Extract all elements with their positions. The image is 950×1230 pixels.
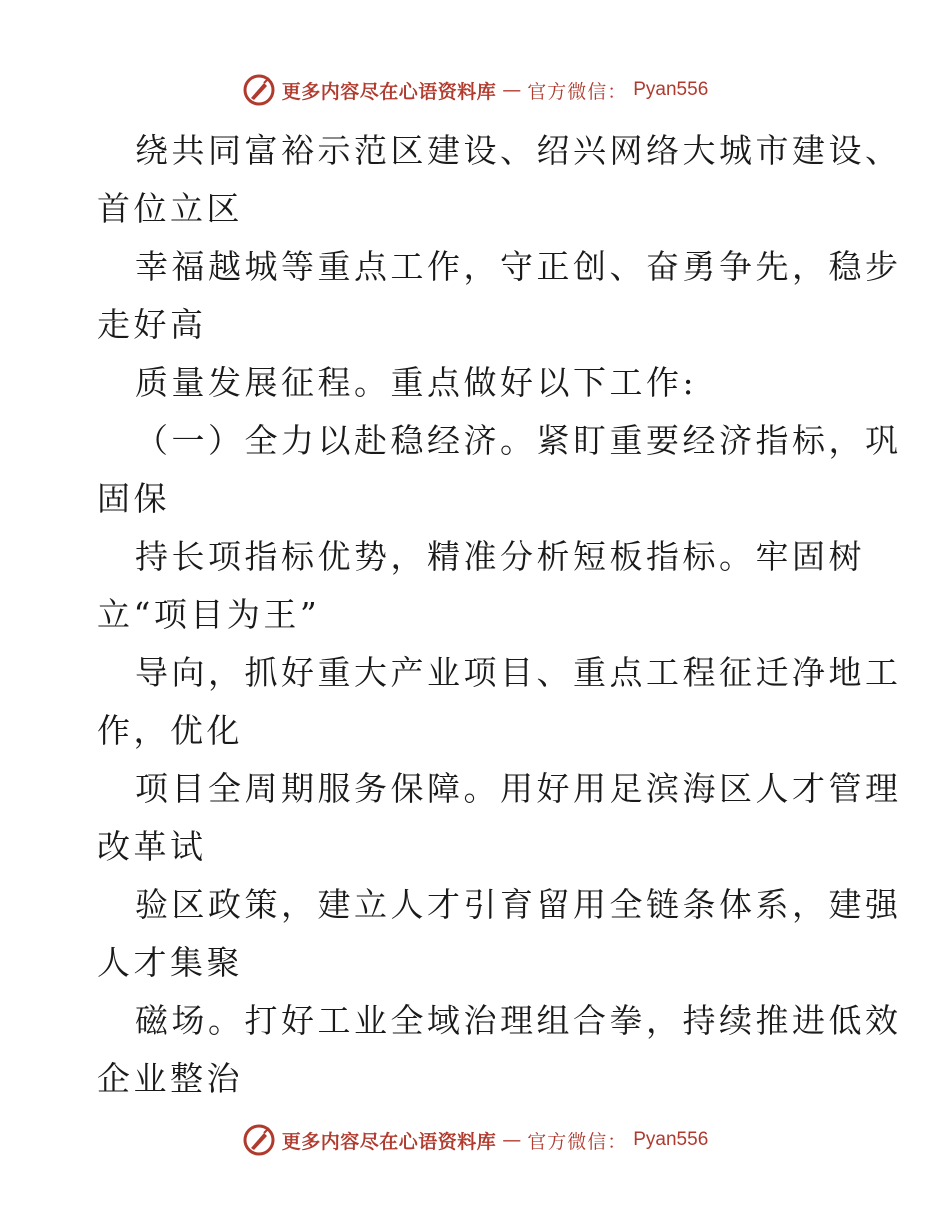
watermark-dash: —: [502, 79, 522, 101]
text-line: 人才集聚: [97, 943, 243, 982]
text-line: 幸福越城等重点工作，守正创、奋勇争先，稳步: [135, 247, 902, 286]
text-line: 首位立区: [97, 189, 243, 228]
text-line: 持长项指标优势，精准分析短板指标。牢固树: [135, 537, 865, 576]
text-line: 验区政策，建立人才引育留用全链条体系，建强: [135, 885, 902, 924]
text-line: 项目全周期服务保障。用好用足滨海区人才管理: [135, 769, 902, 808]
footer-watermark: [0, 1120, 950, 1160]
text-line: 立“项目为王”: [97, 595, 321, 634]
text-line: 导向，抓好重大产业项目、重点工程征迁净地工: [135, 653, 902, 692]
watermark-text: 更多内容尽在心语资料库: [281, 80, 497, 103]
text-line: 改革试: [97, 827, 207, 866]
watermark-official: 官方微信：: [527, 80, 628, 103]
text-line: 作，优化: [97, 711, 243, 750]
quill-logo-icon: [242, 1123, 276, 1157]
watermark-official: 官方微信：: [527, 1130, 628, 1153]
document-body: [97, 122, 902, 1108]
text-line: 磁场。打好工业全域治理组合拳，持续推进低效: [135, 1001, 902, 1040]
text-line: （一）全力以赴稳经济。紧盯重要经济指标，巩: [135, 421, 902, 460]
text-line: 固保: [97, 479, 170, 518]
text-line: 质量发展征程。重点做好以下工作:: [135, 363, 698, 402]
text-line: 企业整治: [97, 1059, 243, 1098]
quill-logo-icon: [242, 73, 276, 107]
watermark-id: Pyan556: [633, 1129, 709, 1150]
text-line: 绕共同富裕示范区建设、绍兴网络大城市建设、: [135, 131, 902, 170]
watermark-dash: —: [502, 1129, 522, 1151]
text-line: 走好高: [97, 305, 207, 344]
header-watermark: [0, 70, 950, 110]
watermark-id: Pyan556: [633, 79, 709, 100]
watermark-text: 更多内容尽在心语资料库: [281, 1130, 497, 1153]
